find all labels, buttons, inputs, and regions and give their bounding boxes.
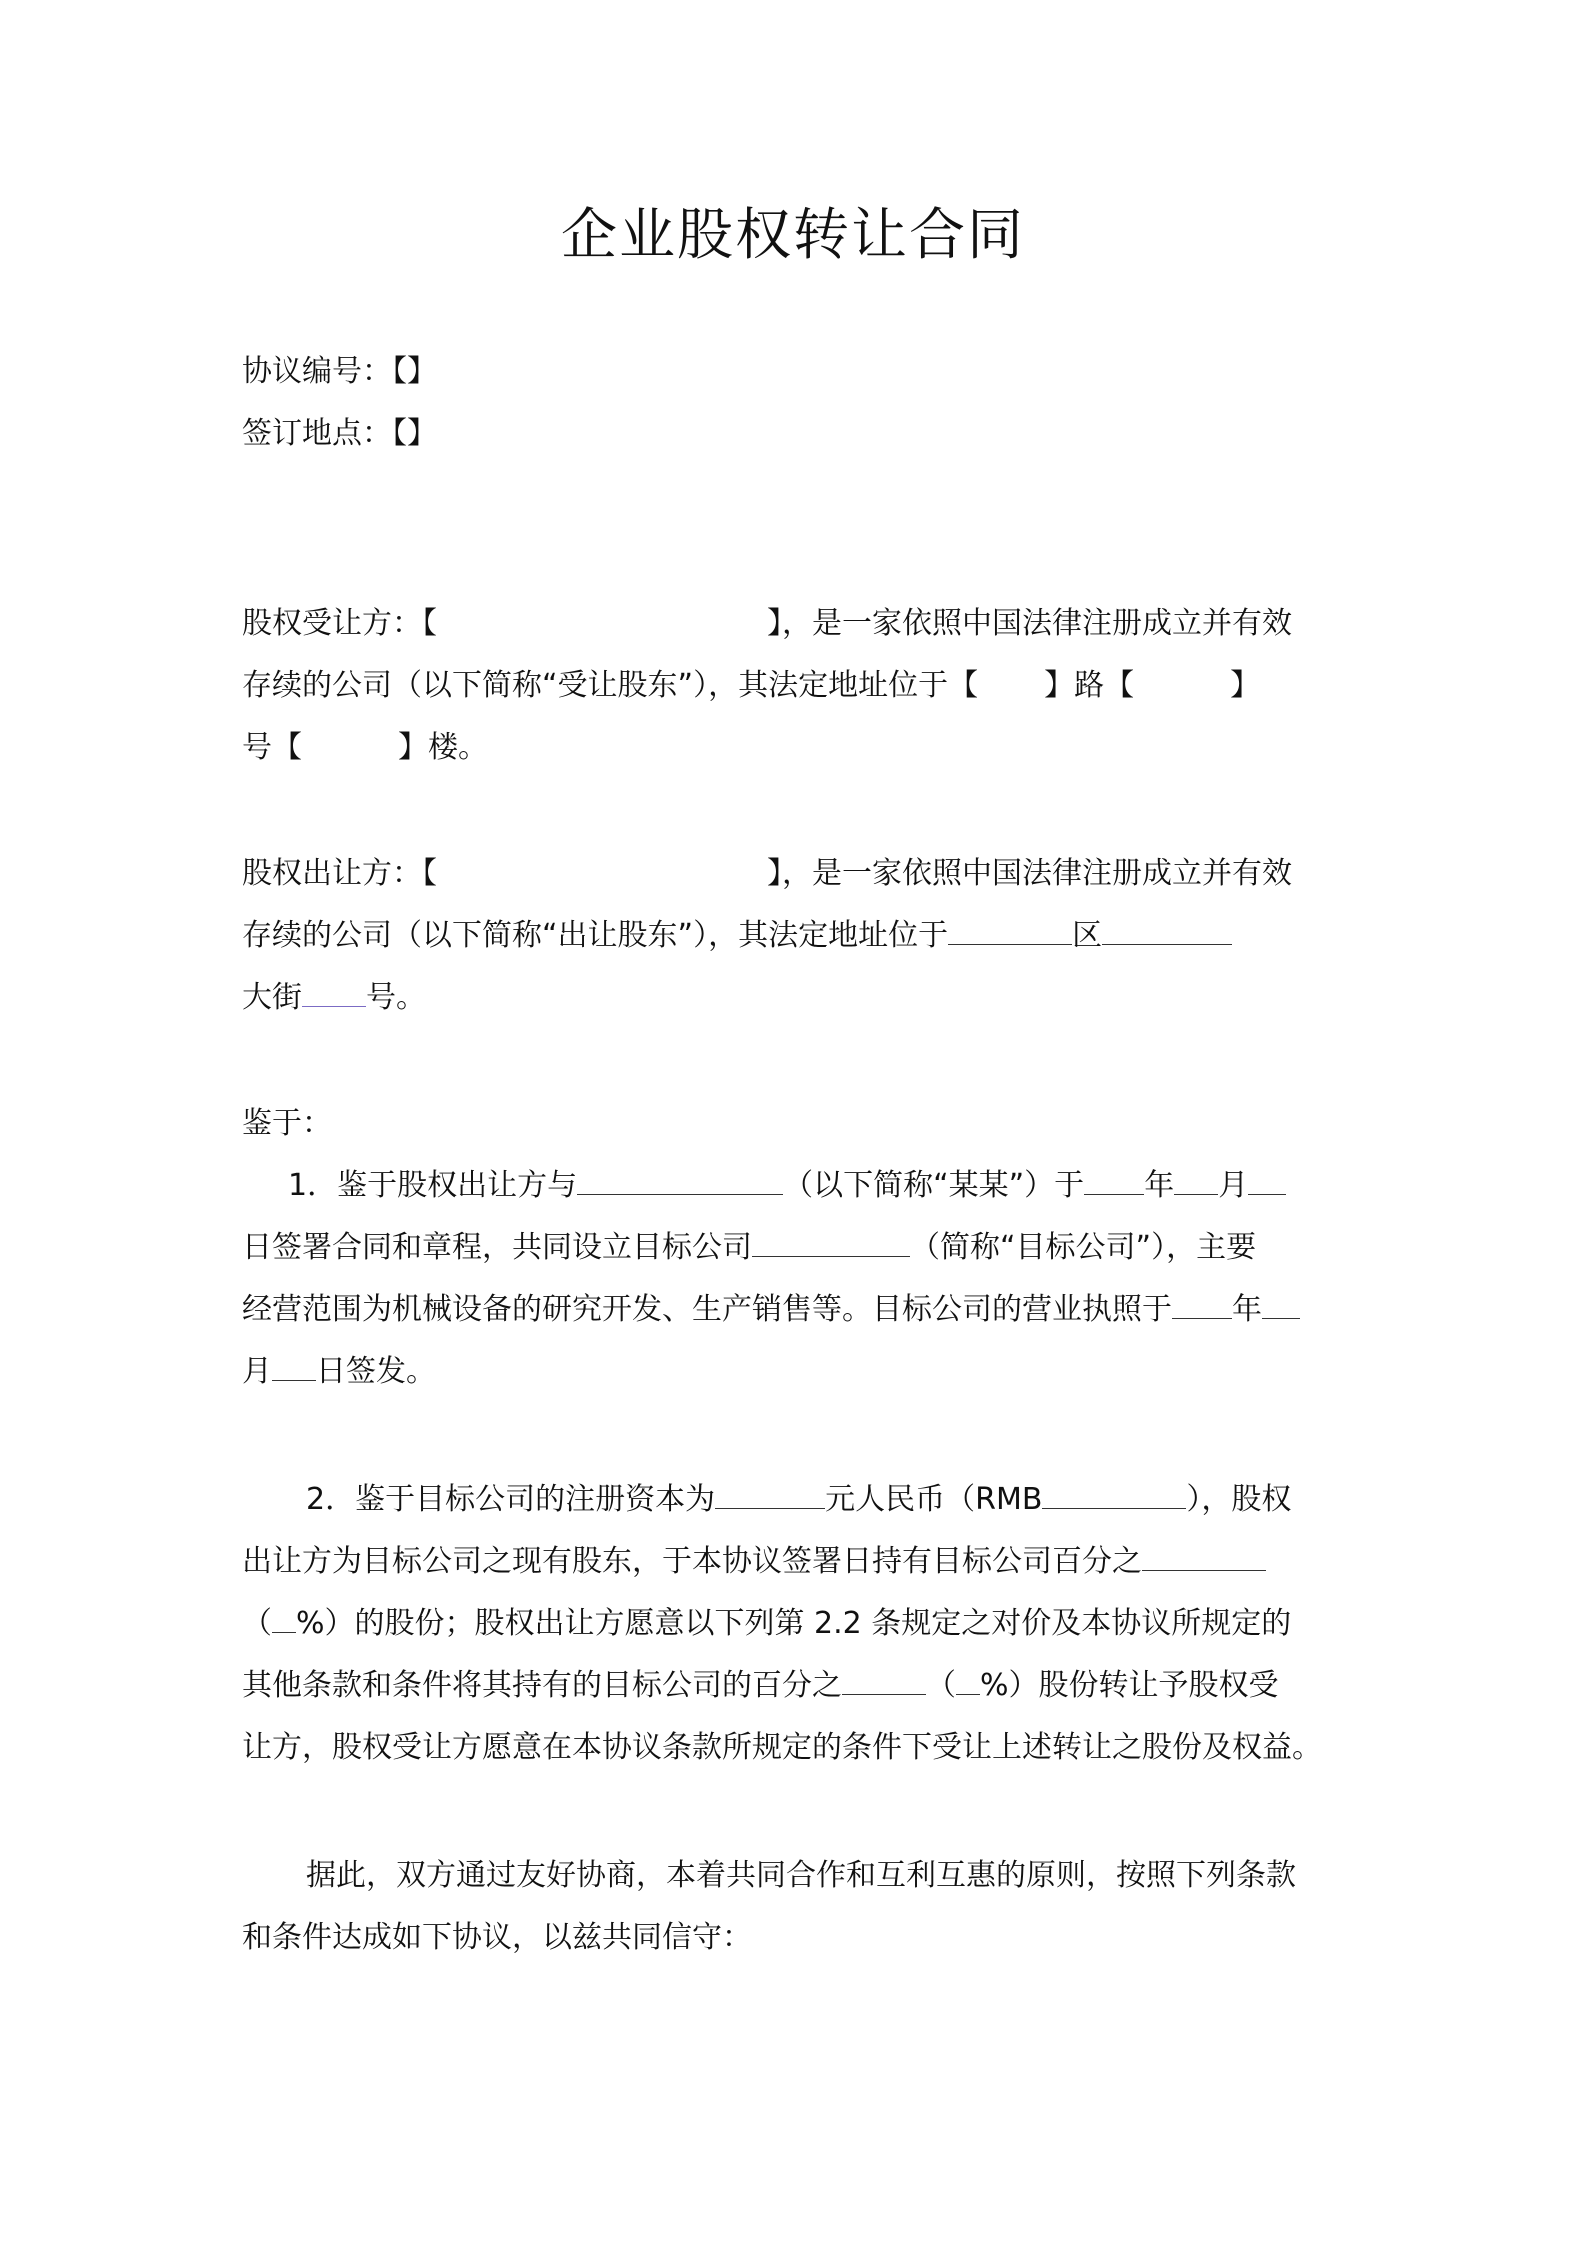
license-day-blank bbox=[272, 1354, 316, 1381]
p2-text-d: 出让方为目标公司之现有股东，于本协议签署日持有目标公司百分之 bbox=[242, 1544, 1142, 1579]
transferor-text: 】，是一家依照中国法律注册成立并有效 bbox=[767, 856, 1292, 891]
license-month-text: 月 bbox=[242, 1354, 272, 1389]
whereas-heading: 鉴于： bbox=[242, 1106, 332, 1141]
transfer-percent-words-blank bbox=[842, 1668, 926, 1695]
road-text: 】路【 bbox=[1044, 668, 1135, 703]
p2-text-e: %）的股份；股权出让方愿意以下列第 2.2 条规定之对价及本协议所规定的 bbox=[296, 1606, 1292, 1641]
agreement-number: 协议编号：【】 bbox=[242, 354, 437, 389]
conclusion-line-1: 据此，双方通过友好协商，本着共同合作和互利互惠的原则，按照下列条款 bbox=[306, 1858, 1296, 1893]
transferor-label: 股权出让方：【 bbox=[242, 856, 437, 891]
avenue-text: 大街 bbox=[242, 980, 302, 1015]
target-company-blank bbox=[752, 1230, 910, 1257]
percent-number-blank bbox=[272, 1606, 296, 1633]
capital-blank bbox=[715, 1482, 825, 1509]
year-text: 年 bbox=[1144, 1168, 1175, 1203]
transferee-line-1 bbox=[242, 604, 1292, 644]
whereas-p2-line-1 bbox=[306, 1480, 1291, 1520]
whereas-p1-line-3 bbox=[242, 1290, 1300, 1330]
transferee-line-3 bbox=[242, 728, 488, 768]
whereas-p1-line-2 bbox=[242, 1228, 1256, 1268]
rmb-blank bbox=[1042, 1482, 1186, 1509]
signing-place: 签订地点：【】 bbox=[242, 416, 437, 451]
license-month-blank bbox=[1262, 1292, 1300, 1319]
percent-words-blank bbox=[1142, 1544, 1266, 1571]
transferor-line-1 bbox=[242, 854, 1292, 894]
party-blank bbox=[577, 1168, 783, 1195]
transferee-text: 】，是一家依照中国法律注册成立并有效 bbox=[767, 606, 1292, 641]
bracket-close: 】 bbox=[1230, 668, 1261, 703]
transferor-line-3 bbox=[242, 978, 426, 1018]
district-text: 区 bbox=[1072, 918, 1103, 953]
transferor-line-2 bbox=[242, 916, 1232, 956]
p1-text-b: （以下简称“某某”）于 bbox=[783, 1168, 1085, 1203]
license-year-blank bbox=[1172, 1292, 1232, 1319]
p2-text-b: 元人民币（RMB bbox=[825, 1482, 1043, 1517]
month-text: 月 bbox=[1218, 1168, 1249, 1203]
district-blank bbox=[948, 918, 1072, 945]
transferor-address-text: 存续的公司（以下简称“出让股东”），其法定地址位于 bbox=[242, 918, 949, 953]
whereas-p2-line-2 bbox=[242, 1542, 1266, 1582]
month-blank bbox=[1174, 1168, 1218, 1195]
whereas-p1-line-1 bbox=[288, 1166, 1286, 1206]
street-number-blank bbox=[302, 980, 366, 1007]
number-text: 号【 bbox=[242, 730, 302, 765]
p1-text-a: 1．鉴于股权出让方与 bbox=[288, 1168, 578, 1203]
document-title: 企业股权转让合同 bbox=[561, 203, 1025, 268]
p2-text-a: 2．鉴于目标公司的注册资本为 bbox=[306, 1482, 716, 1517]
p2-paren-open: （ bbox=[242, 1606, 272, 1641]
p2-text-f: 其他条款和条件将其持有的目标公司的百分之 bbox=[242, 1668, 842, 1703]
transfer-percent-number-blank bbox=[956, 1668, 980, 1695]
transferee-label: 股权受让方：【 bbox=[242, 606, 437, 641]
whereas-p2-line-4 bbox=[242, 1666, 1279, 1706]
transferee-address-text: 存续的公司（以下简称“受让股东”），其法定地址位于【 bbox=[242, 668, 979, 703]
p1-text-e: 经营范围为机械设备的研究开发、生产销售等。目标公司的营业执照于 bbox=[242, 1292, 1172, 1327]
whereas-p1-line-4 bbox=[242, 1352, 436, 1392]
floor-text: 】楼。 bbox=[398, 730, 488, 765]
transferee-line-2 bbox=[242, 666, 1260, 706]
p1-text-d: （简称“目标公司”），主要 bbox=[910, 1230, 1257, 1265]
whereas-p2-line-5: 让方，股权受让方愿意在本协议条款所规定的条件下受让上述转让之股份及权益。 bbox=[242, 1730, 1322, 1765]
p2-text-c: ），股权 bbox=[1186, 1482, 1292, 1517]
conclusion-line-2: 和条件达成如下协议，以兹共同信守： bbox=[242, 1920, 752, 1955]
year-blank bbox=[1084, 1168, 1144, 1195]
whereas-p2-line-3 bbox=[242, 1604, 1291, 1644]
p2-paren-open-2: （ bbox=[926, 1668, 956, 1703]
day-blank bbox=[1248, 1168, 1286, 1195]
p1-text-c: 日签署合同和章程，共同设立目标公司 bbox=[242, 1230, 752, 1265]
street-number-text: 号。 bbox=[366, 980, 426, 1015]
license-year-text: 年 bbox=[1232, 1292, 1262, 1327]
p2-text-g: %）股份转让予股权受 bbox=[980, 1668, 1279, 1703]
license-day-text: 日签发。 bbox=[316, 1354, 436, 1389]
street-blank bbox=[1102, 918, 1232, 945]
